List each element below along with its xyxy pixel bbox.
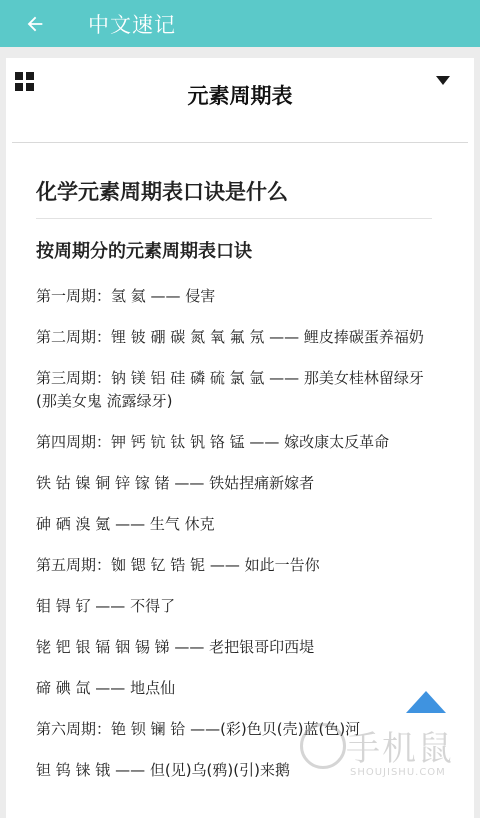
mnemonic-line: 第二周期：锂 铍 硼 碳 氮 氧 氟 氖 —— 鲤皮捧碳蛋养福奶 bbox=[36, 328, 424, 346]
article bbox=[36, 176, 432, 800]
app-title: 中文速记 bbox=[88, 12, 176, 37]
watermark-text: 手机鼠 bbox=[346, 729, 454, 769]
page-title: 元素周期表 bbox=[187, 84, 293, 108]
mnemonic-line: 第六周期：铯 钡 镧 铪 ——(彩)色贝(壳)蓝(色)河 bbox=[36, 720, 361, 738]
mnemonic-line: 第四周期：钾 钙 钪 钛 钒 铬 锰 —— 嫁改康太反革命 bbox=[36, 433, 390, 451]
card-header bbox=[12, 58, 468, 143]
article-title: 化学元素周期表口诀是什么 bbox=[36, 176, 432, 219]
mnemonic-line: 钽 钨 铼 锇 —— 但(见)乌(鸦)(引)来鹅 bbox=[36, 761, 290, 779]
arrow-left-icon bbox=[24, 13, 46, 35]
scroll-to-top-icon[interactable] bbox=[406, 691, 446, 713]
mnemonic-line: 第五周期：铷 锶 钇 锆 铌 —— 如此一告你 bbox=[36, 556, 320, 574]
back-button[interactable] bbox=[0, 0, 70, 47]
caret-down-icon[interactable] bbox=[436, 76, 450, 86]
mnemonic-line: 第一周期：氢 氦 —— 侵害 bbox=[36, 287, 216, 305]
mnemonic-line: 第三周期：钠 镁 铝 硅 磷 硫 氯 氩 —— 那美女桂林留绿牙(那美女鬼 流露绿牙) bbox=[36, 369, 424, 410]
app-bar bbox=[0, 0, 480, 47]
section-title: 按周期分的元素周期表口诀 bbox=[36, 241, 252, 262]
mnemonic-list bbox=[36, 285, 432, 782]
content-card bbox=[6, 58, 474, 818]
watermark-url: SHOUJISHU.COM bbox=[350, 767, 446, 778]
mnemonic-line: 铑 钯 银 镉 铟 锡 锑 —— 老把银哥印西堤 bbox=[36, 638, 315, 656]
mnemonic-line: 砷 硒 溴 氪 —— 生气 休克 bbox=[36, 515, 215, 533]
mnemonic-line: 铁 钴 镍 铜 锌 镓 锗 —— 铁姑捏痛新嫁者 bbox=[36, 474, 315, 492]
mnemonic-line: 碲 碘 氙 —— 地点仙 bbox=[36, 679, 176, 697]
mnemonic-line: 钼 锝 钌 —— 不得了 bbox=[36, 597, 176, 615]
